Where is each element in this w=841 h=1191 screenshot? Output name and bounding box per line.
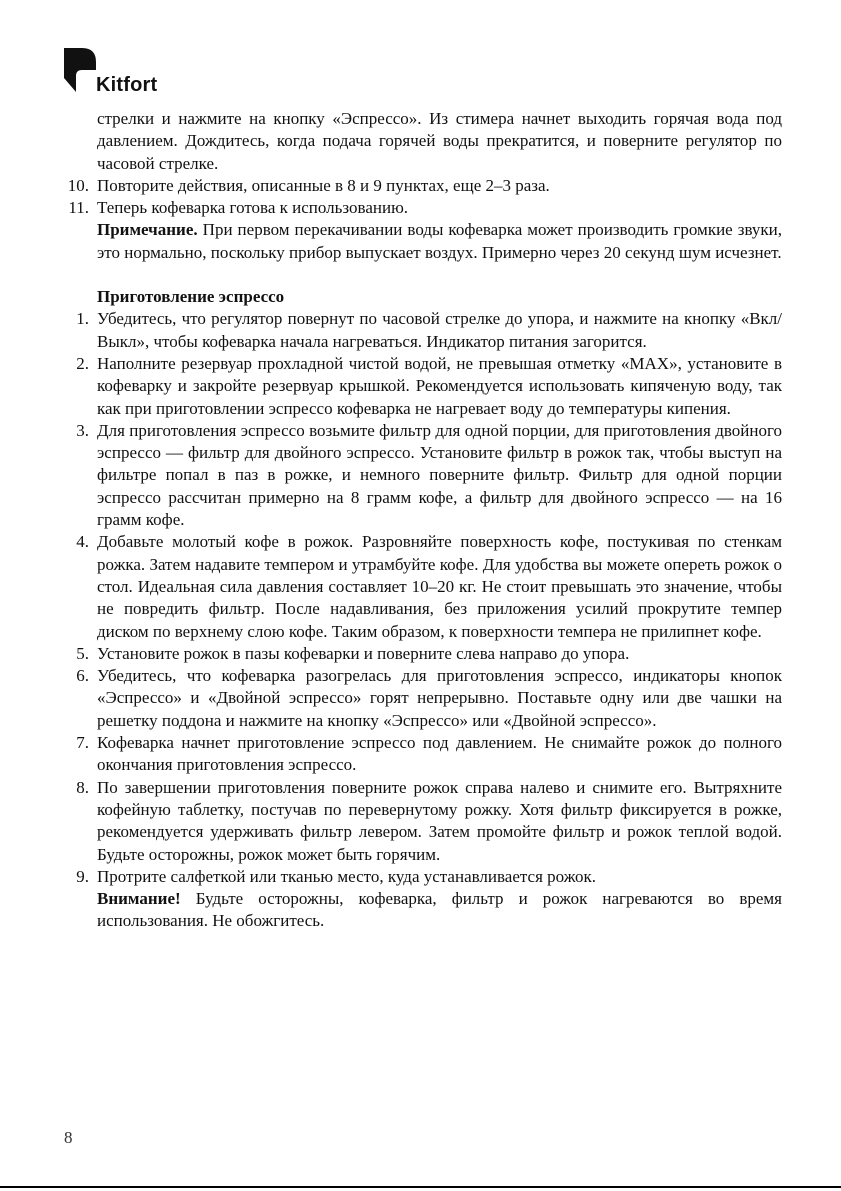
kitfort-logo bbox=[64, 48, 174, 100]
manual-content bbox=[64, 108, 782, 933]
item-number: 11. bbox=[68, 198, 89, 218]
step-text: По завершении приготовления поверните рожок справа налево и снимите его. Вытряхните кофейную таблетку, постучав по перевернутому рожку. Хотя фильтр фиксируется в рожке, рекомендуется удерживать фильтр левером. Затем промойте фильтр и рожок теплой водой. Будьте осторожны, рожок может быть горячим. bbox=[97, 777, 782, 864]
note-text: При первом перекачивании воды кофеварка может производить громкие звуки, это нормально, поскольку прибор выпускает воздух. Примерно через 20 секунд шум исчезнет. bbox=[97, 220, 782, 262]
kitfort-logo-icon bbox=[64, 48, 96, 92]
setup-item-10 bbox=[64, 175, 782, 197]
step-text: Наполните резервуар прохладной чистой водой, не превышая отметку «MAX», установите в кофеварку и закройте резервуар крышкой. Рекомендуется использовать кипяченую воду, так как при приготовлении эспрессо кофеварка не нагревает воду до температуры кипения. bbox=[97, 353, 782, 418]
step-number: 5. bbox=[76, 643, 89, 663]
section-title: Приготовление эспрессо bbox=[97, 287, 285, 307]
item-text: Повторите действия, описанные в 8 и 9 пунктах, еще 2–3 раза. bbox=[97, 175, 550, 195]
step-number: 4. bbox=[76, 532, 89, 552]
bottom-divider bbox=[0, 1186, 841, 1188]
brand-name: Kitfort bbox=[96, 74, 158, 96]
warning-paragraph bbox=[64, 888, 782, 933]
note-label: Примечание. bbox=[97, 220, 198, 240]
step-item bbox=[64, 777, 782, 866]
note-paragraph bbox=[64, 219, 782, 264]
step-item bbox=[64, 420, 782, 531]
warning-label: Внимание! bbox=[97, 889, 181, 909]
step-number: 6. bbox=[76, 666, 89, 686]
step-text: Добавьте молотый кофе в рожок. Разровняйте поверхность кофе, постукивая по стенкам рожка. Затем надавите темпером и утрамбуйте кофе. Для удобства вы можете опереть рожок о стол. Идеальная сила давления составляет 10–20 кг. Не стоит превышать это значение, чтобы не повредить фильтр. После надавливания, без приложения усилий прокрутите темпер диском по верхнему слою кофе. Таким образом, к поверхности темпера не прилипнет кофе. bbox=[97, 532, 782, 641]
step-text: Убедитесь, что регулятор повернут по часовой стрелке до упора, и нажмите на кнопку «Вкл/Выкл», чтобы кофеварка начала нагреваться. Индикатор питания загорится. bbox=[97, 309, 782, 351]
step-item bbox=[64, 308, 782, 353]
step-number: 8. bbox=[76, 777, 89, 797]
step-text: Кофеварка начнет приготовление эспрессо под давлением. Не снимайте рожок до полного окончания приготовления эспрессо. bbox=[97, 733, 782, 775]
step-item bbox=[64, 732, 782, 777]
step-item bbox=[64, 531, 782, 642]
item-text: Теперь кофеварка готова к использованию. bbox=[97, 198, 409, 218]
step-item bbox=[64, 643, 782, 665]
step-number: 2. bbox=[76, 353, 89, 373]
step-item bbox=[64, 665, 782, 732]
step-number: 1. bbox=[76, 309, 89, 329]
step-item bbox=[64, 866, 782, 888]
continuation-text: стрелки и нажмите на кнопку «Эспрессо». Из стимера начнет выходить горячая вода под давлением. Дождитесь, когда подача горячей воды прекратится, и поверните регулятор по часовой стрелке. bbox=[97, 109, 782, 173]
item-number: 10. bbox=[67, 175, 89, 195]
step-text: Убедитесь, что кофеварка разогрелась для приготовления эспрессо, индикаторы кнопок «Эспрессо» и «Двойной эспрессо» горят непрерывно. Поставьте одну или две чашки на решетку поддона и нажмите на кнопку «Эспрессо» или «Двойной эспрессо». bbox=[97, 666, 782, 730]
setup-item-11 bbox=[64, 197, 782, 219]
step-item bbox=[64, 353, 782, 420]
step-number: 3. bbox=[76, 420, 89, 440]
warning-text: Будьте осторожны, кофеварка, фильтр и рожок нагреваются во время использования. Не обожгитесь. bbox=[97, 889, 782, 931]
step-text: Протрите салфеткой или тканью место, куда устанавливается рожок. bbox=[97, 866, 597, 886]
step-number: 9. bbox=[76, 866, 89, 886]
step-text: Установите рожок в пазы кофеварки и поверните слева направо до упора. bbox=[97, 643, 630, 663]
step-text: Для приготовления эспрессо возьмите фильтр для одной порции, для приготовления двойного эспрессо — фильтр для двойного эспрессо. Установите фильтр в рожок так, чтобы выступ на фильтре попал в паз в рожке, и немного поверните фильтр. Фильтр для одной порции эспрессо рассчитан примерно на 8 грамм кофе, а фильтр для двойного эспрессо — на 16 грамм кофе. bbox=[97, 420, 782, 530]
step-number: 7. bbox=[76, 733, 89, 753]
page-number: 8 bbox=[64, 1128, 73, 1147]
